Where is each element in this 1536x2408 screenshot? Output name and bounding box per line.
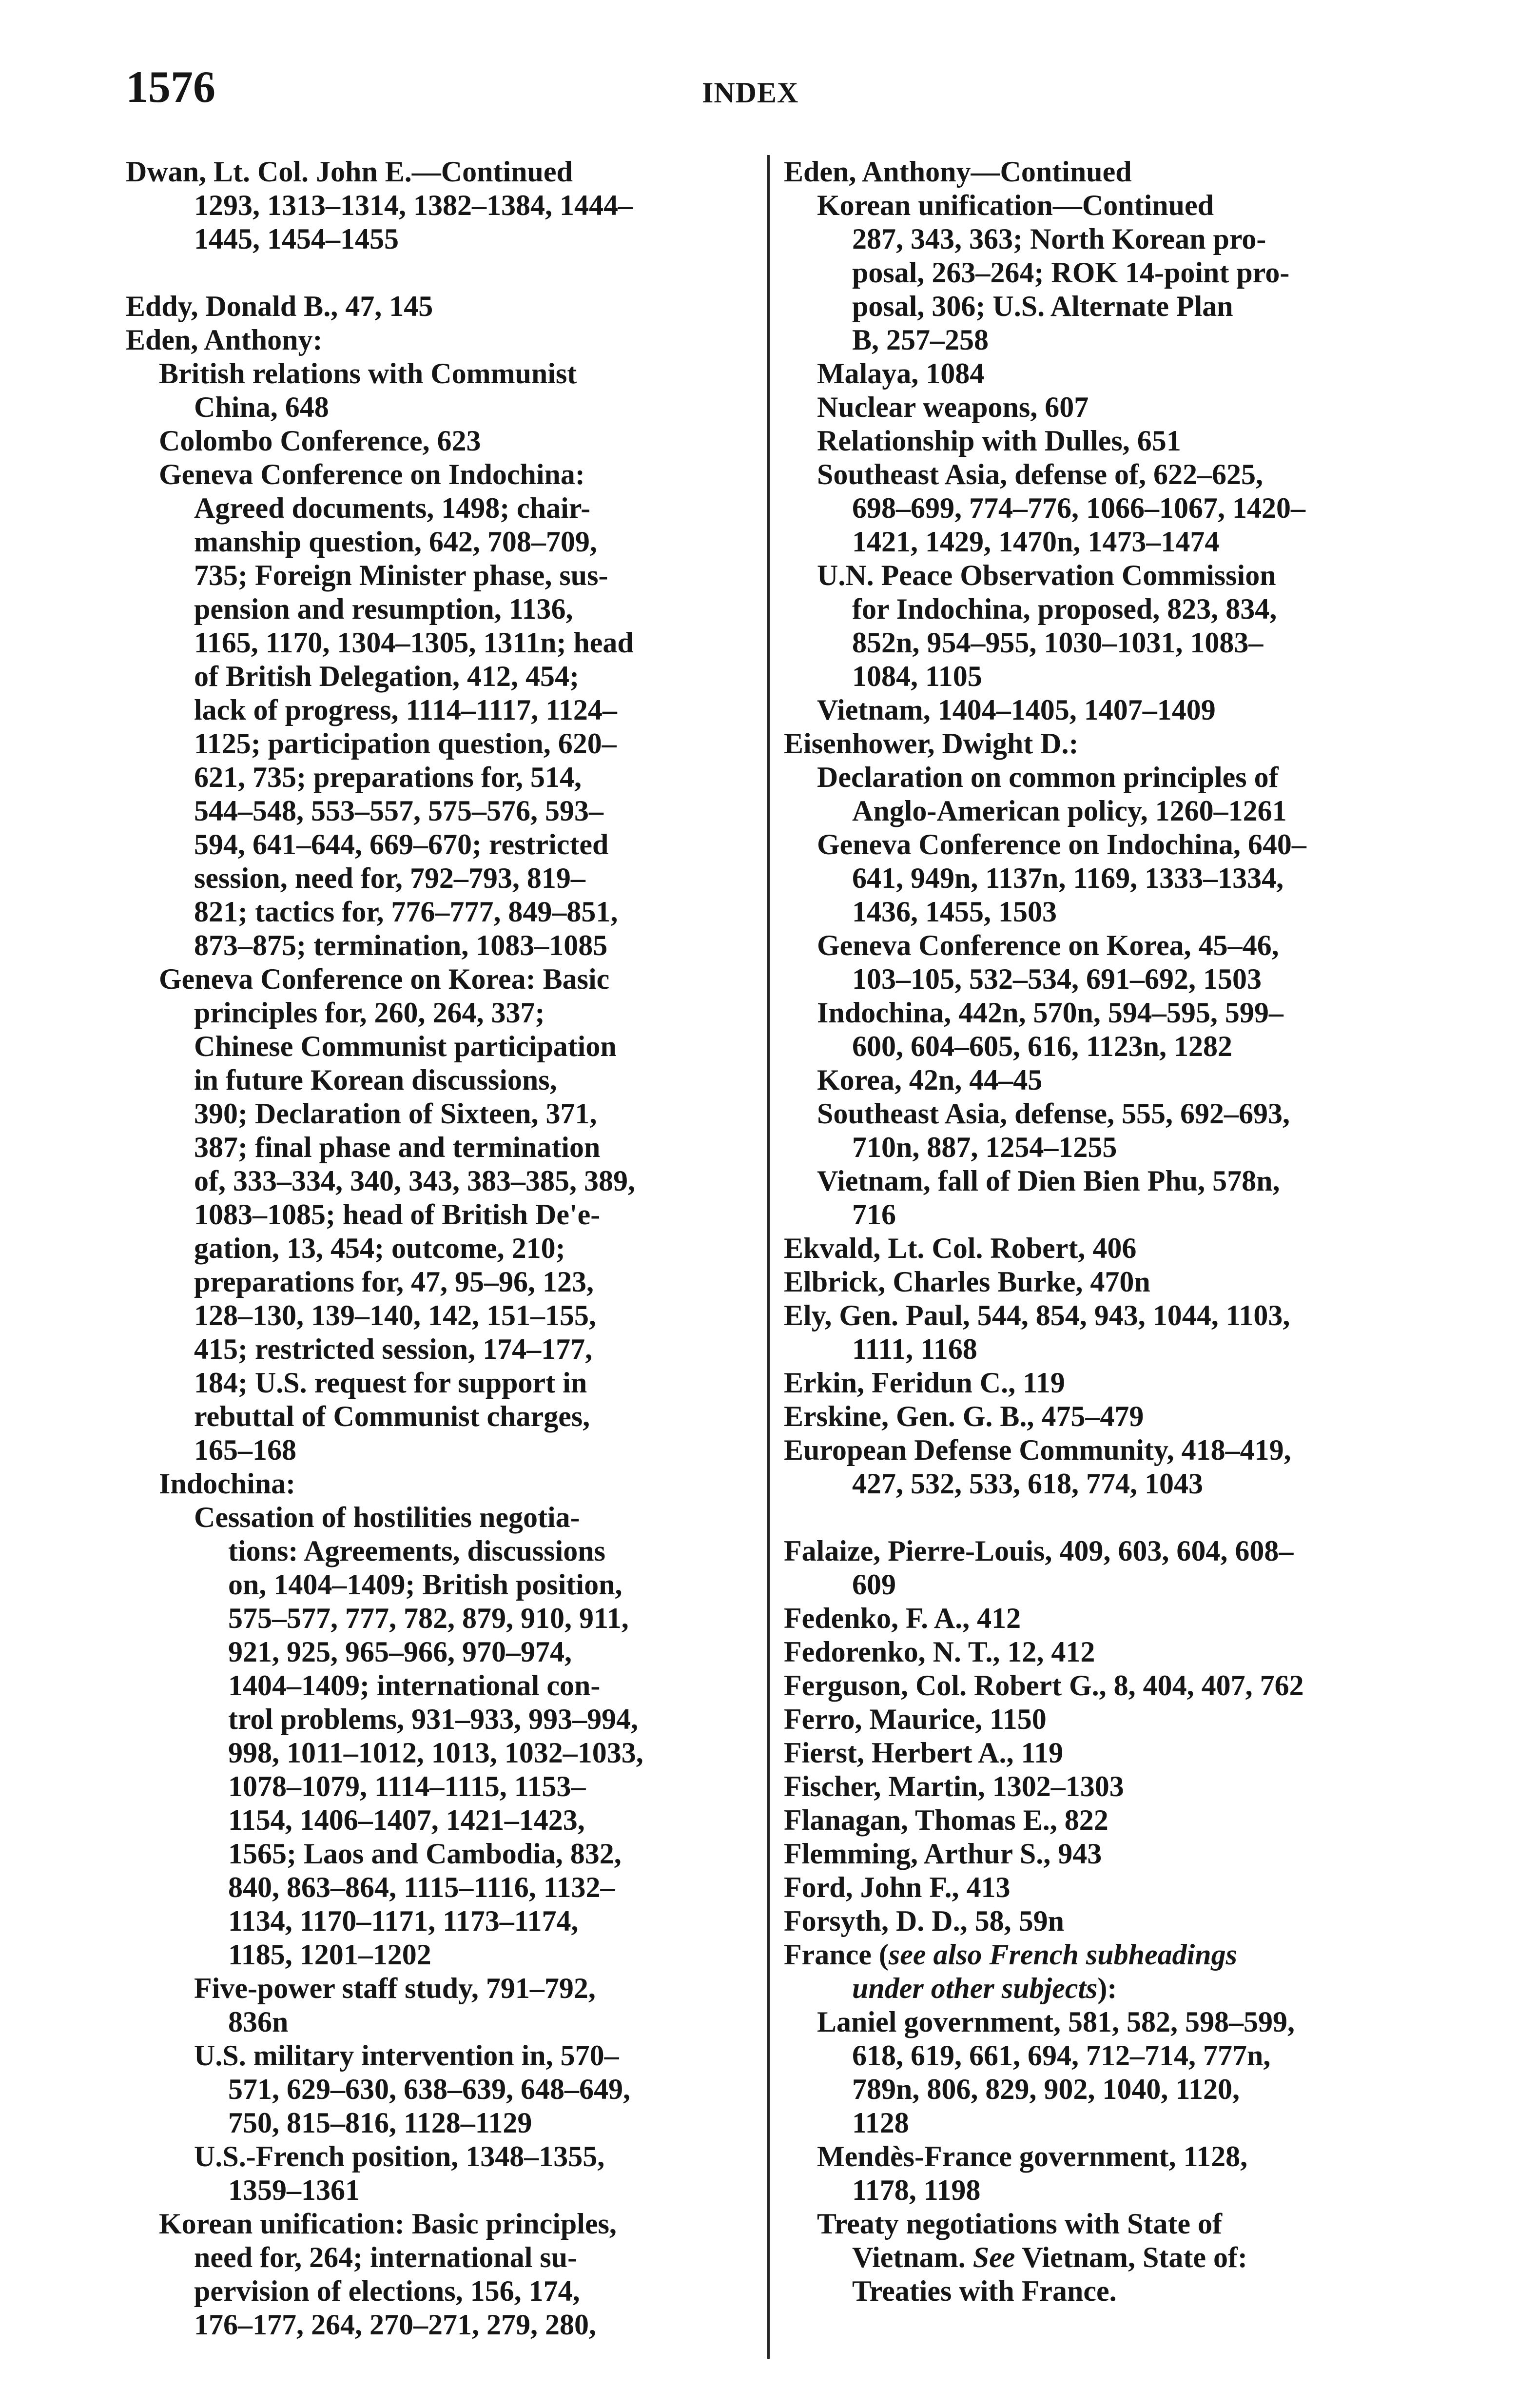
index-subentry: 852n, 954–955, 1030–1031, 1083– [852, 626, 1264, 659]
index-subentry: Five-power staff study, 791–792, [194, 1972, 596, 2004]
index-subentry: 618, 619, 661, 694, 712–714, 777n, [852, 2039, 1271, 2072]
index-subentry: 1178, 1198 [852, 2174, 981, 2206]
index-entry: Dwan, Lt. Col. John E.—Continued [126, 156, 573, 188]
index-subentry: Southeast Asia, defense, 555, 692–693, [817, 1097, 1290, 1130]
index-subentry: China, 648 [194, 391, 329, 423]
index-subentry: 710n, 887, 1254–1255 [852, 1131, 1117, 1163]
index-subentry: principles for, 260, 264, 337; [194, 997, 545, 1029]
index-subentry: 873–875; termination, 1083–1085 [194, 929, 608, 961]
index-subentry: Agreed documents, 1498; chair- [194, 492, 591, 524]
index-subentry: 390; Declaration of Sixteen, 371, [194, 1097, 597, 1130]
index-subentry: Cessation of hostilities negotia- [194, 1501, 580, 1533]
index-entry: Erskine, Gen. G. B., 475–479 [784, 1400, 1144, 1432]
index-subentry: 1445, 1454–1455 [194, 223, 399, 255]
index-subentry: 1134, 1170–1171, 1173–1174, [228, 1905, 579, 1937]
index-subentry: U.N. Peace Observation Commission [817, 559, 1276, 591]
index-subentry: Anglo-American policy, 1260–1261 [852, 795, 1287, 827]
index-entry: France (see also French subheadings [784, 1938, 1238, 1971]
index-subentry: rebuttal of Communist charges, [194, 1400, 590, 1432]
index-subentry: U.S. military intervention in, 570– [194, 2039, 619, 2072]
index-subentry: posal, 306; U.S. Alternate Plan [852, 290, 1233, 322]
index-subentry: Geneva Conference on Korea, 45–46, [817, 929, 1279, 961]
index-subentry: Geneva Conference on Korea: Basic [159, 963, 610, 995]
running-head: INDEX [702, 77, 799, 109]
page-number: 1576 [126, 62, 215, 112]
index-subentry: 600, 604–605, 616, 1123n, 1282 [852, 1030, 1233, 1062]
index-subentry: B, 257–258 [852, 324, 989, 356]
index-subentry: posal, 263–264; ROK 14-point pro- [852, 256, 1290, 289]
index-entry: Forsyth, D. D., 58, 59n [784, 1905, 1065, 1937]
index-subentry: 387; final phase and termination [194, 1131, 601, 1163]
index-subentry: 571, 629–630, 638–639, 648–649, [228, 2073, 630, 2105]
index-entry: Eddy, Donald B., 47, 145 [126, 290, 433, 322]
index-entry: Flanagan, Thomas E., 822 [784, 1804, 1108, 1836]
index-subentry: 621, 735; preparations for, 514, [194, 761, 582, 793]
index-subentry: manship question, 642, 708–709, [194, 526, 597, 558]
index-entry: Fedenko, F. A., 412 [784, 1602, 1021, 1634]
index-subentry: Southeast Asia, defense of, 622–625, [817, 458, 1264, 490]
index-entry: Fierst, Herbert A., 119 [784, 1737, 1064, 1769]
index-subentry: 544–548, 553–557, 575–576, 593– [194, 795, 603, 827]
index-subentry: Nuclear weapons, 607 [817, 391, 1089, 423]
index-subentry: 735; Foreign Minister phase, sus- [194, 559, 608, 591]
index-subentry: 1078–1079, 1114–1115, 1153– [228, 1770, 586, 1802]
index-subentry: 287, 343, 363; North Korean pro- [852, 223, 1266, 255]
index-entry: Erkin, Feridun C., 119 [784, 1367, 1065, 1399]
index-subentry: 103–105, 532–534, 691–692, 1503 [852, 963, 1262, 995]
index-subentry: 415; restricted session, 174–177, [194, 1333, 593, 1365]
index-subentry: trol problems, 931–933, 993–994, [228, 1703, 639, 1735]
index-subentry: Mendès-France government, 1128, [817, 2140, 1248, 2173]
index-subentry: Treaty negotiations with State of [817, 2208, 1223, 2240]
index-subentry: 821; tactics for, 776–777, 849–851, [194, 896, 618, 928]
index-subentry: 128–130, 139–140, 142, 151–155, [194, 1299, 596, 1331]
index-subentry: pervision of elections, 156, 174, [194, 2275, 580, 2307]
index-entry: Falaize, Pierre-Louis, 409, 603, 604, 608– [784, 1535, 1294, 1567]
index-subentry: British relations with Communist [159, 357, 577, 390]
index-entry: Ferro, Maurice, 1150 [784, 1703, 1047, 1735]
index-entry: European Defense Community, 418–419, [784, 1434, 1291, 1466]
index-subentry: 1359–1361 [228, 2174, 360, 2206]
index-subentry: Laniel government, 581, 582, 598–599, [817, 2006, 1295, 2038]
index-subentry: 165–168 [194, 1434, 296, 1466]
index-subentry: 1084, 1105 [852, 660, 982, 692]
index-entry: Eden, Anthony: [126, 324, 323, 356]
index-subentry: preparations for, 47, 95–96, 123, [194, 1266, 594, 1298]
index-subentry: pension and resumption, 1136, [194, 593, 573, 625]
index-subentry: session, need for, 792–793, 819– [194, 862, 585, 894]
index-subentry: Indochina, 442n, 570n, 594–595, 599– [817, 997, 1283, 1029]
index-subentry: 789n, 806, 829, 902, 1040, 1120, [852, 2073, 1240, 2105]
index-subentry: Vietnam. See Vietnam, State of: [852, 2241, 1247, 2273]
index-subentry: 176–177, 264, 270–271, 279, 280, [194, 2309, 596, 2341]
index-subentry: 836n [228, 2006, 289, 2038]
index-subentry: 1154, 1406–1407, 1421–1423, [228, 1804, 585, 1836]
index-subentry: under other subjects): [852, 1972, 1117, 2004]
entry-gap [784, 1501, 1422, 1534]
index-subentry: 1436, 1455, 1503 [852, 896, 1057, 928]
index-subentry: 641, 949n, 1137n, 1169, 1333–1334, [852, 862, 1284, 894]
index-subentry: 1185, 1201–1202 [228, 1938, 431, 1971]
index-subentry: 1125; participation question, 620– [194, 727, 617, 760]
index-subentry: 1083–1085; head of British De'e- [194, 1198, 601, 1231]
index-entry: Fedorenko, N. T., 12, 412 [784, 1636, 1095, 1668]
index-subentry: Korea, 42n, 44–45 [817, 1064, 1043, 1096]
index-subentry: 184; U.S. request for support in [194, 1367, 587, 1399]
index-subentry: Relationship with Dulles, 651 [817, 425, 1181, 457]
index-subentry: 1128 [852, 2107, 909, 2139]
index-subentry: 609 [852, 1568, 896, 1601]
index-subentry: Korean unification—Continued [817, 189, 1214, 221]
index-subentry: Geneva Conference on Indochina: [159, 458, 585, 490]
index-entry: Ekvald, Lt. Col. Robert, 406 [784, 1232, 1137, 1264]
index-subentry: 594, 641–644, 669–670; restricted [194, 828, 609, 861]
index-entry: Flemming, Arthur S., 943 [784, 1838, 1102, 1870]
entry-gap [126, 256, 755, 290]
index-subentry: Geneva Conference on Indochina, 640– [817, 828, 1306, 861]
index-subentry: Chinese Communist participation [194, 1030, 617, 1062]
index-subentry: 427, 532, 533, 618, 774, 1043 [852, 1468, 1203, 1500]
index-subentry: 575–577, 777, 782, 879, 910, 911, [228, 1602, 629, 1634]
index-entry: Eisenhower, Dwight D.: [784, 727, 1079, 760]
index-subentry: 1565; Laos and Cambodia, 832, [228, 1838, 622, 1870]
index-subentry: Treaties with France. [852, 2275, 1117, 2307]
index-column-right [784, 155, 1422, 2308]
index-subentry: Colombo Conference, 623 [159, 425, 481, 457]
index-subentry: 1404–1409; international con- [228, 1669, 601, 1702]
index-subentry: Korean unification: Basic principles, [159, 2208, 617, 2240]
index-entry: Ferguson, Col. Robert G., 8, 404, 407, 762 [784, 1669, 1304, 1702]
index-column-left [126, 155, 755, 2342]
index-subentry: 1165, 1170, 1304–1305, 1311n; head [194, 626, 634, 659]
index-subentry: tions: Agreements, discussions [228, 1535, 605, 1567]
index-subentry: Vietnam, fall of Dien Bien Phu, 578n, [817, 1165, 1280, 1197]
index-entry: Eden, Anthony—Continued [784, 156, 1132, 188]
index-subentry: 1293, 1313–1314, 1382–1384, 1444– [194, 189, 633, 221]
index-subentry: 998, 1011–1012, 1013, 1032–1033, [228, 1737, 643, 1769]
index-subentry: Vietnam, 1404–1405, 1407–1409 [817, 694, 1216, 726]
index-entry: Elbrick, Charles Burke, 470n [784, 1266, 1150, 1298]
index-subentry: of British Delegation, 412, 454; [194, 660, 579, 692]
index-entry: Ely, Gen. Paul, 544, 854, 943, 1044, 1103, [784, 1299, 1290, 1331]
index-subentry: lack of progress, 1114–1117, 1124– [194, 694, 617, 726]
index-subentry: 840, 863–864, 1115–1116, 1132– [228, 1871, 615, 1903]
index-subentry: gation, 13, 454; outcome, 210; [194, 1232, 565, 1264]
index-entry: Ford, John F., 413 [784, 1871, 1011, 1903]
index-subentry: U.S.-French position, 1348–1355, [194, 2140, 605, 2173]
index-subentry: on, 1404–1409; British position, [228, 1568, 622, 1601]
index-subentry: Indochina: [159, 1468, 296, 1500]
index-entry: Fischer, Martin, 1302–1303 [784, 1770, 1124, 1802]
index-subentry: 1111, 1168 [852, 1333, 977, 1365]
index-subentry: 921, 925, 965–966, 970–974, [228, 1636, 572, 1668]
index-subentry: for Indochina, proposed, 823, 834, [852, 593, 1277, 625]
index-subentry: 698–699, 774–776, 1066–1067, 1420– [852, 492, 1305, 524]
index-subentry: need for, 264; international su- [194, 2241, 578, 2273]
index-subentry: of, 333–334, 340, 343, 383–385, 389, [194, 1165, 635, 1197]
index-subentry: 1421, 1429, 1470n, 1473–1474 [852, 526, 1220, 558]
index-subentry: in future Korean discussions, [194, 1064, 557, 1096]
column-divider [767, 155, 770, 2359]
index-subentry: Malaya, 1084 [817, 357, 985, 390]
index-subentry: 750, 815–816, 1128–1129 [228, 2107, 532, 2139]
index-subentry: 716 [852, 1198, 896, 1231]
index-subentry: Declaration on common principles of [817, 761, 1279, 793]
